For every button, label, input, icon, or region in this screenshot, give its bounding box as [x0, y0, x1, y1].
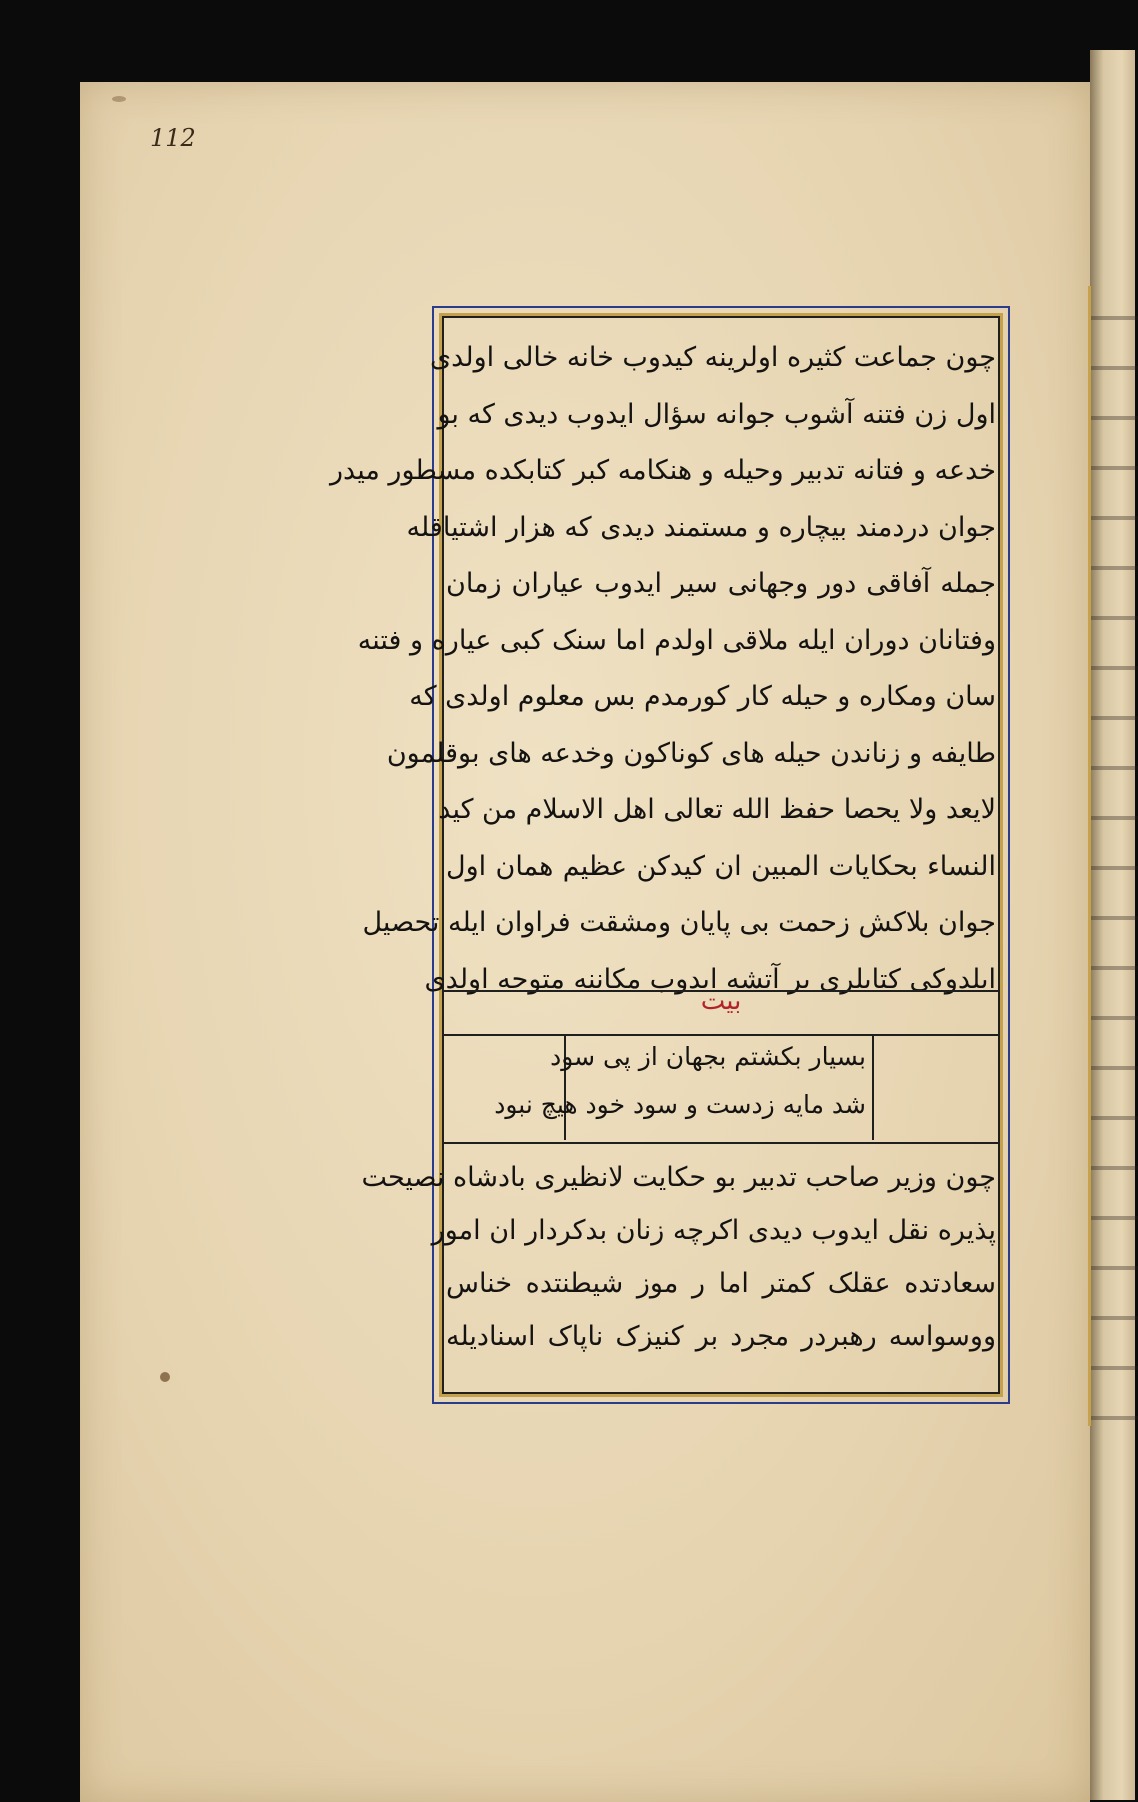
text-line: اول زن فتنه آشوب جوانه سؤال ایدوب دیدی که بو [437, 398, 996, 430]
bayt-heading: بیت [700, 986, 742, 1016]
text-frame [330, 306, 1010, 1404]
text-line: طایفه و زناندن حیله های کوناکون وخدعه های بوقلمون [386, 737, 996, 769]
text-line: جوان دردمند بیچاره و مستمند دیدی که هزار اشتیاقله [406, 511, 996, 543]
text-line: لایعد ولا یحصا حفظ الله تعالی اهل الاسلام من کید [438, 794, 996, 825]
text-line: ایلدوکی کتابلری بر آتشه ایدوب مکاننه متوجه اولدی [424, 963, 996, 995]
text-line: وفتانان دوران ایله ملاقی اولدم اما سنک کبی عیاره و فتنه [357, 624, 996, 656]
text-line: پذیره نقل ایدوب دیدی اکرچه زنان بدکردار ان امور [431, 1215, 996, 1246]
continuation-text-block [361, 1152, 996, 1364]
text-line: خدعه و فتانه تدبیر وحیله و هنکامه کبر کتابکده مسطور میدر [330, 455, 996, 486]
ink-spot [160, 1372, 170, 1382]
text-line: سان ومکاره و حیله کار کورمدم بس معلوم اولدی که [409, 681, 996, 712]
ink-spot [112, 96, 126, 102]
text-line: جمله آفاقی دور وجهانی سیر ایدوب عیاران زمان [446, 568, 996, 599]
section-divider [442, 1142, 1000, 1144]
text-line: چون وزیر صاحب تدبیر بو حکایت لانظیری بادشاه نصیحت [361, 1162, 996, 1193]
text-line: جوان بلاکش زحمت بی پایان ومشقت فراوان ایله تحصیل [362, 907, 996, 938]
text-line: چون جماعت کثیره اولرینه کیدوب خانه خالی اولدی [430, 342, 996, 373]
folio-number: 112 [150, 124, 196, 152]
verse-line: شد مایه زدست و سود خود هیچ نبود [494, 1090, 866, 1119]
facing-page-text-block [1088, 286, 1138, 1426]
text-line: النساء بحکایات المبین ان کیدکن عظیم همان اول [446, 850, 996, 882]
main-text-block [330, 330, 996, 1008]
verse-line: بسیار بکشتم بجهان از پی سود [550, 1042, 866, 1071]
text-line: سعادتده عقلک کمتر اما ر موز شیطنتده خناس [446, 1268, 996, 1299]
verse-panel [494, 1036, 874, 1140]
text-line: ووسواسه رهبردر مجرد بر کنیزک ناپاک اسنادیله [446, 1321, 996, 1352]
